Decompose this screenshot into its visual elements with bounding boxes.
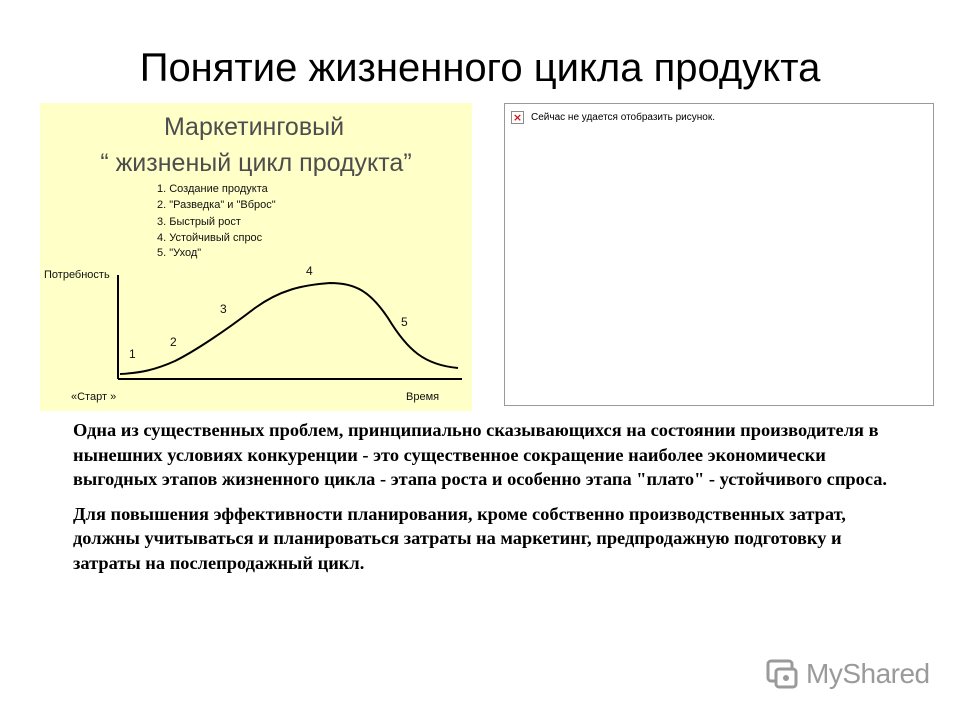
watermark-text: MyShared (806, 658, 930, 689)
body-paragraph-2: Для повышения эффективности планирования, кроме собственно производственных затрат, должны учитываться и планироваться затраты на маркетинг, предпродажную подготовку и затраты на послепродажный цикл. (73, 503, 846, 573)
stage-marker-2: 2 (170, 335, 177, 349)
mystudies-logo-icon (766, 657, 800, 691)
life-cycle-diagram (40, 103, 472, 411)
broken-image-placeholder (504, 103, 934, 406)
watermark (766, 656, 930, 692)
stage-marker-3: 3 (220, 302, 227, 316)
body-text (73, 418, 903, 585)
stage-list-item-1: 1. Создание продукта (157, 183, 268, 195)
stage-marker-5: 5 (401, 315, 408, 329)
figure-heading-line1: Маркетинговый (163, 113, 345, 141)
stage-list-item-3: 3. Быстрый рост (157, 216, 241, 228)
slide-title: Понятие жизненного цикла продукта (139, 46, 821, 90)
figure-heading-line2: “ жизненый цикл продукта” (100, 149, 412, 177)
broken-image-message: Сейчас не удается отобразить рисунок. (531, 112, 715, 123)
stage-list-item-2: 2. "Разведка" и "Вброс" (157, 199, 276, 211)
life-cycle-figure (40, 103, 472, 411)
stage-list-item-5: 5. "Уход" (157, 247, 202, 259)
x-axis-start-label: «Старт » (71, 391, 117, 403)
stage-list-item-4: 4. Устойчивый спрос (157, 232, 263, 244)
y-axis-label: Потребность (44, 269, 110, 281)
stage-marker-4: 4 (306, 264, 313, 278)
body-paragraph-1: Одна из существенных проблем, принципиально сказывающихся на состоянии производителя в нынешних условиях конкуренции - это существенное сокращение наиболее экономически выгодных этапов жизненного цикла - этапа роста и особенно этапа "плато" - устойчивого спроса. (73, 420, 888, 489)
x-axis-end-label: Время (406, 391, 440, 403)
broken-image-icon: × (512, 111, 523, 124)
stage-marker-1: 1 (129, 347, 136, 361)
